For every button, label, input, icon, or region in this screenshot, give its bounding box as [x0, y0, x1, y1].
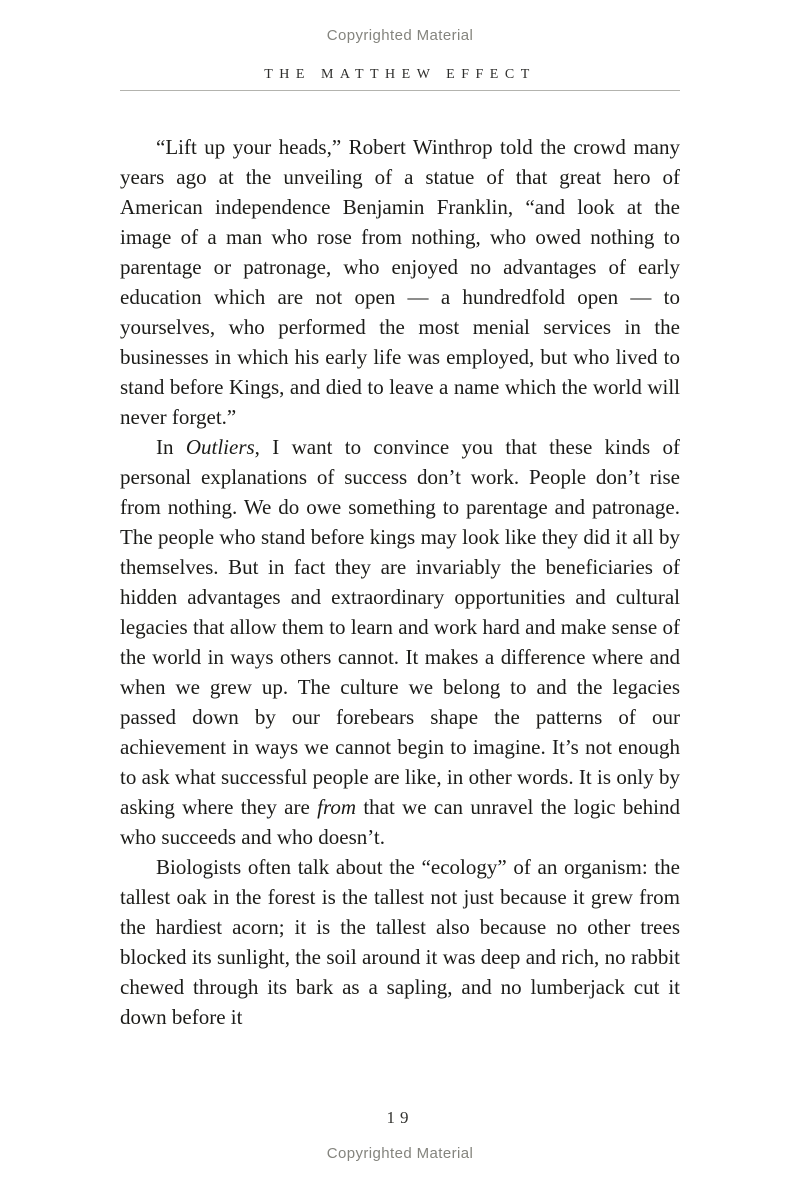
italic-text-segment: Outliers — [185, 435, 255, 459]
text-segment: Biologists often talk about the “ecology” of an organism: the tallest oak in the forest is the tallest not just because it grew from the hardiest acorn; it is the tallest also because no other trees blocked its sunlight, the soil around it was deep and rich, no rabbit chewed through its bark as a sapling, and no lumberjack cut it down before it — [120, 855, 680, 1029]
italic-text-segment: from — [317, 795, 357, 819]
chapter-title: THE MATTHEW EFFECT — [264, 67, 536, 82]
copyright-notice-top: Copyrighted Material — [326, 27, 474, 44]
text-segment: , I want to convince you that these kinds of personal explanations of success don’t work. People don’t rise from nothing. We do owe something to parentage and patronage. The people who stand before kings may look like they did it all by themselves. But in fact they are invariably the beneficiaries of hidden advantages and extraordinary opportunities and cultural legacies that allow them to learn and work hard and make sense of the world in ways others cannot. It makes a difference where and when we grew up. The culture we belong to and the legacies passed down by our forebears shape the patterns of our achievement in ways we cannot begin to imagine. It’s not enough to ask what successful people are like, in other words. It is only by asking where they are — [120, 435, 680, 819]
page-number: 19 — [386, 1108, 414, 1127]
header-rule — [120, 90, 680, 91]
paragraph — [120, 132, 680, 432]
text-segment: In — [156, 435, 186, 459]
text-segment: “Lift up your heads,” Robert Winthrop told the crowd many years ago at the unveiling of a statue of that great hero of American independence Benjamin Franklin, “and look at the image of a man who rose from nothing, who owed nothing to parentage or patronage, who enjoyed no advantages of early education which are not open — a hundredfold open — to yourselves, who performed the most menial services in the businesses in which his early life was employed, but who lived to stand before Kings, and died to leave a name which the world will never forget.” — [120, 135, 680, 429]
paragraph — [120, 852, 680, 1032]
paragraph — [120, 432, 680, 852]
text-segment: that we can unravel the logic behind who succeeds and who doesn’t. — [120, 795, 681, 849]
body-text — [120, 132, 680, 1032]
copyright-notice-bottom: Copyrighted Material — [326, 1145, 474, 1162]
